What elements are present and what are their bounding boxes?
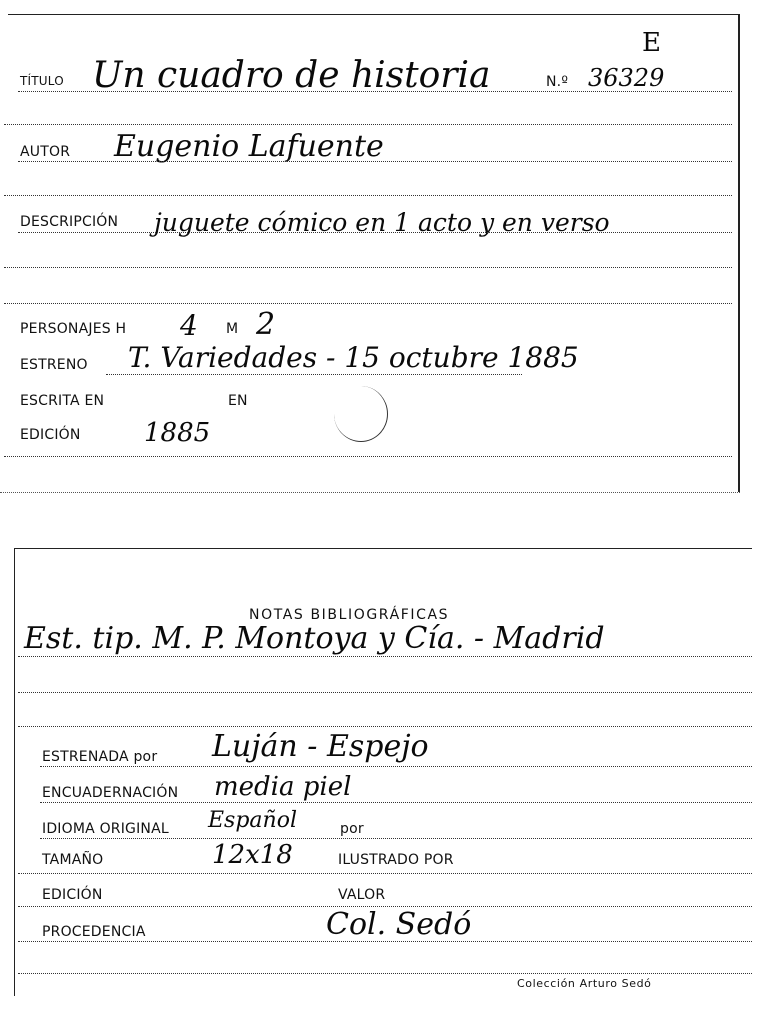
titulo-label: TÍTULO [20, 74, 64, 88]
procedencia-rule [18, 941, 752, 942]
valor-label: VALOR [338, 887, 386, 903]
autor-label: AUTOR [20, 144, 71, 160]
back-edicion-label: EDICIÓN [42, 887, 103, 903]
idioma-value: Español [208, 808, 297, 833]
blank-rule-3 [4, 267, 732, 268]
idioma-label: IDIOMA ORIGINAL [42, 821, 169, 837]
autor-value: Eugenio Lafuente [114, 129, 384, 164]
corner-mark: E [642, 28, 661, 58]
punch-hole [334, 386, 388, 442]
notas-rule [18, 656, 752, 657]
estrenada-value: Luján - Espejo [212, 729, 429, 764]
personajes-label: PERSONAJES H [20, 321, 127, 337]
tamano-label: TAMAÑO [42, 852, 104, 868]
edicion-value: 1885 [144, 418, 211, 448]
estreno-value: T. Variedades - 15 octubre 1885 [128, 341, 579, 374]
procedencia-label: PROCEDENCIA [42, 924, 146, 940]
ilustrado-label: ILUSTRADO POR [338, 852, 454, 868]
personajes-m-label: M [226, 321, 239, 337]
estrenada-rule [40, 766, 752, 767]
tamano-rule [18, 873, 752, 874]
blank-rule-4 [4, 303, 732, 304]
descripcion-value: juguete cómico en 1 acto y en verso [154, 208, 610, 237]
encuadernacion-rule [40, 802, 752, 803]
titulo-value: Un cuadro de historia [92, 55, 491, 96]
idioma-por-label: por [340, 821, 364, 837]
estreno-label: ESTRENO [20, 357, 88, 373]
collection-footer: Colección Arturo Sedó [517, 977, 652, 990]
back-bottom-rule [18, 973, 752, 974]
tamano-value: 12x18 [212, 840, 293, 870]
estreno-rule [106, 374, 522, 375]
descripcion-label: DESCRIPCIÓN [20, 214, 119, 230]
encuadernacion-label: ENCUADERNACIÓN [42, 785, 179, 801]
back-blank-rule-2 [18, 726, 752, 727]
escrita-en-label: ESCRITA EN [20, 393, 105, 409]
blank-rule-2 [4, 195, 732, 196]
numero-label: N.º [546, 74, 569, 90]
descripcion-rule [18, 232, 732, 233]
encuadernacion-value: media piel [214, 772, 352, 802]
back-blank-rule-1 [18, 692, 752, 693]
estrenada-label: ESTRENADA por [42, 749, 158, 765]
procedencia-value: Col. Sedó [326, 907, 472, 942]
autor-rule [18, 161, 732, 162]
titulo-rule [18, 91, 732, 92]
notas-value: Est. tip. M. P. Montoya y Cía. - Madrid [24, 621, 605, 656]
edicion-label: EDICIÓN [20, 427, 81, 443]
front-bottom-rule [4, 456, 732, 457]
card-bottom-edge [0, 492, 740, 493]
blank-rule-1 [4, 124, 732, 125]
numero-value: 36329 [588, 64, 665, 92]
idioma-rule [40, 838, 752, 839]
personajes-m-value: 2 [256, 307, 276, 342]
escrita-en-en-label: EN [228, 393, 248, 409]
personajes-h-value: 4 [180, 309, 198, 342]
notas-heading: NOTAS BIBLIOGRÁFICAS [249, 607, 450, 623]
